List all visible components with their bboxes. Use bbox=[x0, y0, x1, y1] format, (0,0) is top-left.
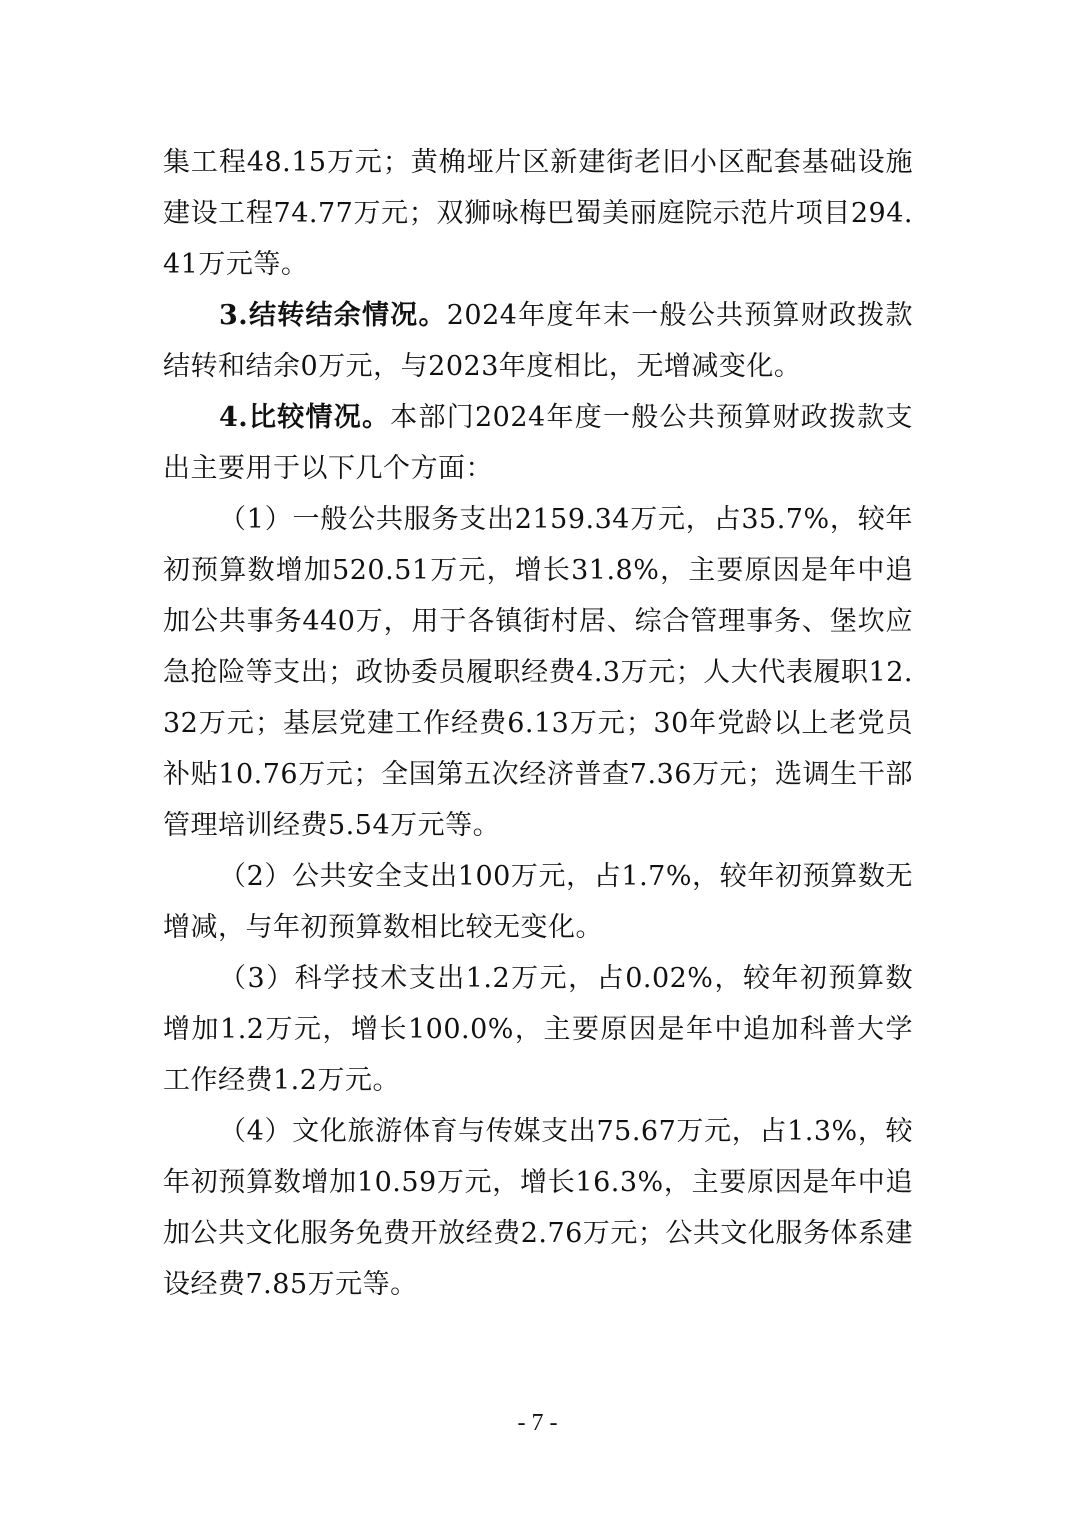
paragraph-comparison bbox=[163, 392, 913, 494]
section-heading: 3.结转结余情况。 bbox=[219, 300, 447, 331]
paragraph-carryover-balance bbox=[163, 290, 913, 392]
paragraph-culture-tourism-sports-media bbox=[163, 1106, 913, 1310]
paragraph-text: （4）文化旅游体育与传媒支出75.67万元，占1.3%，较年初预算数增加10.59万元，增长16.3%，主要原因是年中追加公共文化服务免费开放经费2.76万元；公共文化服务体系建设经费7.85万元等。 bbox=[163, 1116, 913, 1300]
document-body bbox=[163, 137, 913, 1310]
paragraph-text: （3）科学技术支出1.2万元，占0.02%，较年初预算数增加1.2万元，增长100.0%，主要原因是年中追加科普大学工作经费1.2万元。 bbox=[163, 963, 913, 1096]
paragraph-text: 2024年度年末一般公共预算财政拨款结转和结余0万元，与2023年度相比，无增减变化。 bbox=[163, 300, 914, 382]
section-heading: 4.比较情况。 bbox=[219, 402, 391, 433]
paragraph-text: （2）公共安全支出100万元，占1.7%，较年初预算数无增减，与年初预算数相比较无变化。 bbox=[163, 861, 913, 943]
paragraph-public-safety bbox=[163, 851, 913, 953]
paragraph-text: 集工程48.15万元；黄桷垭片区新建街老旧小区配套基础设施建设工程74.77万元；双狮咏梅巴蜀美丽庭院示范片项目294.41万元等。 bbox=[163, 147, 913, 280]
paragraph-science-technology bbox=[163, 953, 913, 1106]
paragraph-continuation bbox=[163, 137, 913, 290]
page-number: - 7 - bbox=[517, 1410, 558, 1436]
paragraph-text: 本部门2024年度一般公共预算财政拨款支出主要用于以下几个方面： bbox=[163, 402, 913, 484]
paragraph-general-public-services bbox=[163, 494, 913, 851]
paragraph-text: （1）一般公共服务支出2159.34万元，占35.7%，较年初预算数增加520.51万元，增长31.8%，主要原因是年中追加公共事务440万，用于各镇街村居、综合管理事务、堡坎应急抢险等支出；政协委员履职经费4.3万元；人大代表履职12.32万元；基层党建工作经费6.13万元；30年党龄以上老党员补贴10.76万元；全国第五次经济普查7.36万元；选调生干部管理培训经费5.54万元等。 bbox=[163, 504, 913, 841]
